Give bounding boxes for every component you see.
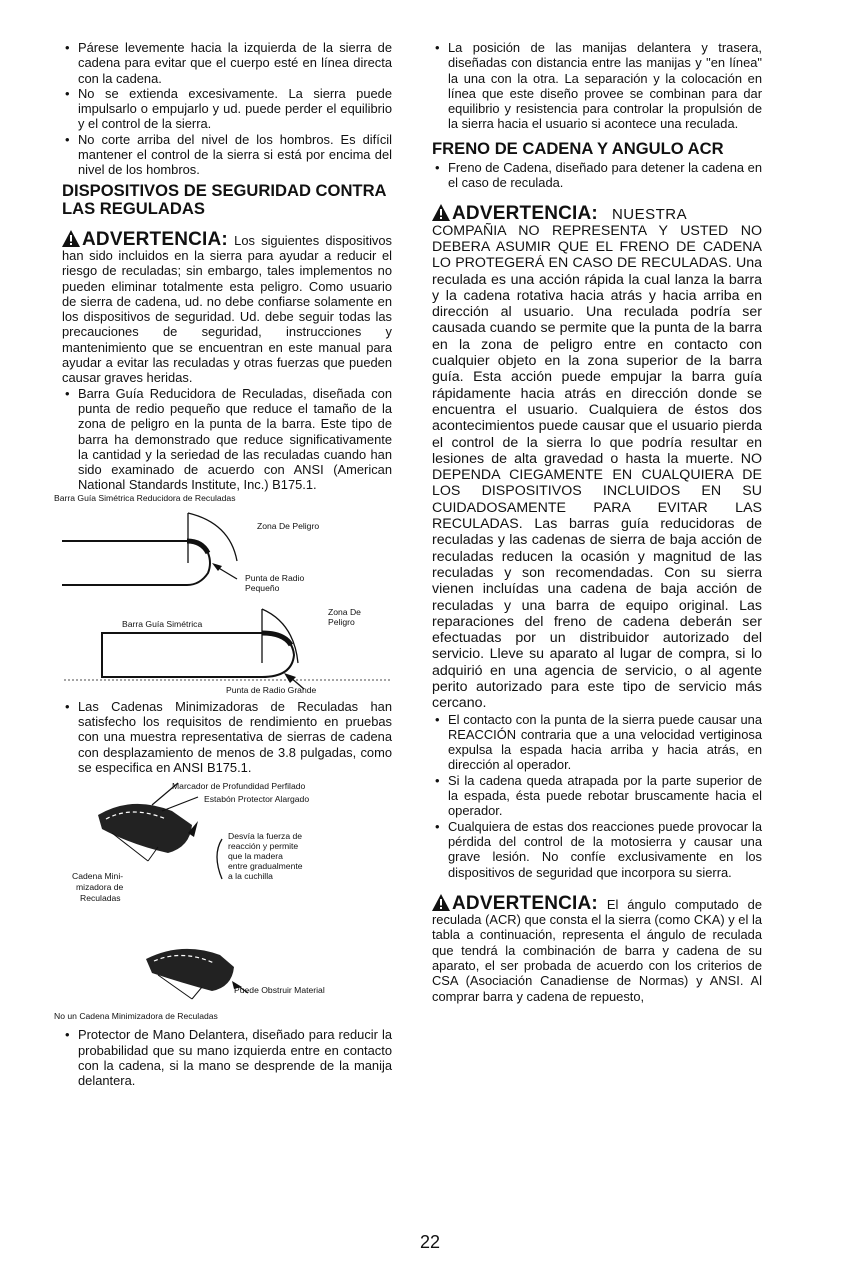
bullet-list-hand xyxy=(62,1027,392,1088)
list-item: • Párese levemente hacia la izquierda de la sierra de cadena para evitar que el cuerpo esté en línea directa con la cadena. xyxy=(78,40,392,86)
list-item-reduced-kickback-bar: • Barra Guía Reducidora de Reculadas, diseñada con punta de redio pequeño que reduce el tamaño de la zona de peligro en la punta de la barra. Este tipo de barra ha demonstrado que reduce significativamente la cantidad y la seriedad de las reculadas cuando han sido examinado de acuerdo con ANSI (American National Standards Institute, Inc.) B175.1. xyxy=(78,386,392,493)
list-item-chain-brake: • Freno de Cadena, diseñado para detener la cadena en el caso de reculada. xyxy=(448,160,762,191)
label-guard-link: Estabón Protector Alargado xyxy=(204,794,310,805)
list-item: • Si la cadena queda atrapada por la parte superior de la espada, ésta puede rebotar bruscamente hacia el operador. xyxy=(448,773,762,819)
label-danger-zone-2: Zona De xyxy=(328,606,361,617)
figure-symmetric-guide-bar xyxy=(54,492,392,695)
bullet-list-brake xyxy=(432,160,762,191)
label-deflects-1: Desvía la fuerza de xyxy=(228,831,303,842)
label-small-radius-tip-2: Pequeño xyxy=(245,582,280,593)
list-item: • No corte arriba del nivel de los hombros. Es difícil mantener el control de la sierra si está por encima del nivel de los hombros. xyxy=(78,132,392,178)
list-item: • Cualquiera de estas dos reacciones puede provocar la pérdida del control de la motosierra y causar una grave lesión. No confíe exclusivamente en los dispositivos de seguridad que incorpora su sierra. xyxy=(448,819,762,880)
label-danger-zone-2b: Peligro xyxy=(328,616,355,627)
section-heading-chain-brake: FRENO DE CADENA Y ANGULO ACR xyxy=(432,138,724,158)
warning-text: Los siguientes dispositivos han sido incluidos en la sierra para ayudar a reducir el riesgo de reculadas; sin embargo, tales implementos no pueden eliminar totalmente esta peligro. Como usuario de sierra de cadena, ud. no debe confiarse solamente en los dispositivos de seguridad. Ud. debe seguir todas las precauciones de seguridad, instrucciones y mantenimiento que se encuentran en este manual para ayudar a evitar las reculadas y otras fuerzas que pueden causar graves heridas. xyxy=(62,232,392,386)
left-column xyxy=(54,40,392,1089)
bullet-list-bar xyxy=(62,386,392,493)
warning-triangle-icon xyxy=(432,894,450,911)
warning-label: ADVERTENCIA: xyxy=(452,203,598,225)
bullet-list-chain xyxy=(62,699,392,775)
list-item-front-hand-guard: • Protector de Mano Delantera, diseñado para reducir la probabilidad que su mano izquierda entre en contacto con la cadena, si la mano se desprende de la manija delantera. xyxy=(78,1027,392,1088)
warning-text: El ángulo computado de reculada (ACR) que consta el la sierra (como CKA) y el la tabla a continuación, representa el ángulo de reculada que tendrá la combinación de barra y cadena de su aparato, el ser probada de acuerdo con los criterios de CSA (Asociación Canadiense de Normas) y ANSI. Al comprar barra y cadena de repuesto, xyxy=(432,896,762,1004)
label-chain-2: mizadora de xyxy=(76,882,124,893)
warning-paragraph-brake xyxy=(432,204,762,711)
label-deflects-3: que la madera xyxy=(228,851,283,862)
label-danger-zone: Zona De Peligro xyxy=(257,520,320,531)
label-may-obstruct: Puede Obstruir Material xyxy=(234,985,325,996)
label-deflects-5: a la cuchilla xyxy=(228,871,273,882)
label-large-radius-tip: Punta de Radio Grande xyxy=(226,684,317,695)
warning-paragraph-acr xyxy=(432,894,762,1004)
guide-bar-diagram xyxy=(62,493,392,693)
label-chain-3: Reculadas xyxy=(80,893,121,904)
list-item-low-kickback-chain: • Las Cadenas Minimizadoras de Reculadas han satisfecho los requisitos de rendimiento en pruebas con una muestra representativa de sierras de cadena con desplazamiento de menos de 3.8 pulgadas, como se especifica en ANSI B175.1. xyxy=(78,699,392,775)
warning-first-word: NUESTRA xyxy=(611,206,688,224)
label-deflects-4: entre gradualmente xyxy=(228,861,303,872)
page-number: 22 xyxy=(419,1232,441,1252)
bullet-list-top xyxy=(62,40,392,178)
warning-triangle-icon xyxy=(62,230,80,247)
warning-label: ADVERTENCIA: xyxy=(82,228,228,250)
bullet-list-handles xyxy=(432,40,762,132)
section-heading-safety-devices: DISPOSITIVOS DE SEGURIDAD CONTRA LAS REGULADAS xyxy=(62,180,386,218)
figure-caption-2: No un Cadena Minimizadora de Reculadas xyxy=(54,1011,218,1022)
warning-text: COMPAÑIA NO REPRESENTA Y USTED NO DEBERA ASUMIR QUE EL FRENO DE CADENA LO PROTEGERÁ EN CASO DE RECULADAS. Una reculada es una acción rápida la cual lanza la barra y la cadena rotativa hacia atrás y hacia arriba en dirección al usuario. Una reculada podría ser causada cuando se permite que la punta de la barra en la zona de peligro entre en contacto con cualquier objeto en la zona superior de la barra guía. Esta acción puede empujar la barra guía rápidamente hacia atrás en dirección donde se encuentra el usuario. Cualquiera de éstos dos acontecimientos puede causar que el usuario pierda el control de la sierra lo que podría resultar en lesiones de alta gravedad o hasta la muerte. NO DEPENDA CIEGAMENTE EN CUALQUIERA DE LOS DISPOSITIVOS INCLUIDOS EN SU CUIDADOSAMENTE PARA EVITAR LAS RECULADAS. Las barras guía reducidoras de reculadas y las cadenas de sierra de baja acción de reculadas reducen la ocasión y magnitud de las reculadas y son recomendadas. Con su sierra vienen incluídas una cadena de baja acción de reculadas y una barra de equipo original. Las reparaciones del freno de cadena deberán ser efectuadas por un distribuidor autorizado del servicio. Lleve su aparato al lugar de compra, si lo adquirió en una agencia de servicio, o al agente perito autorizado para este tipo de servicio más cercano. xyxy=(432,222,762,712)
warning-triangle-icon xyxy=(432,204,450,221)
list-item: • El contacto con la punta de la sierra puede causar una REACCIÓN contraria que a una velocidad vertiginosa expulsa la espada hacia arriba y hacia atrás, en dirección al operador. xyxy=(448,712,762,773)
list-item: • No se extienda excesivamente. La sierra puede impulsarlo o empujarlo y ud. puede perder el equilibrio y el control de la sierra. xyxy=(78,86,392,132)
right-column xyxy=(432,40,762,1004)
label-small-radius-tip: Punta de Radio xyxy=(245,572,305,583)
figure-caption: Barra Guía Simétrica Reducidora de Reculadas xyxy=(54,492,236,503)
label-symmetric-bar: Barra Guía Simétrica xyxy=(122,618,203,629)
warning-label: ADVERTENCIA: xyxy=(452,892,598,914)
figure-low-kickback-chain xyxy=(54,775,392,1025)
label-depth-gauge: Marcador de Profundidad Perfilado xyxy=(172,781,306,792)
warning-paragraph xyxy=(62,230,392,386)
label-chain-1: Cadena Mini- xyxy=(72,871,124,882)
label-deflects-2: reacción y permite xyxy=(228,841,299,852)
sub-bullet-list xyxy=(432,712,762,880)
list-item-handles: • La posición de las manijas delantera y trasera, diseñadas con distancia entre las manijas y "en línea" la una con la otra. La separación y la colocación en línea que este diseño provee se combinan para dar equilibrio y resistencia para controlar la propulsión de la sierra hacia el usuario si acontece una reculada. xyxy=(448,40,762,132)
